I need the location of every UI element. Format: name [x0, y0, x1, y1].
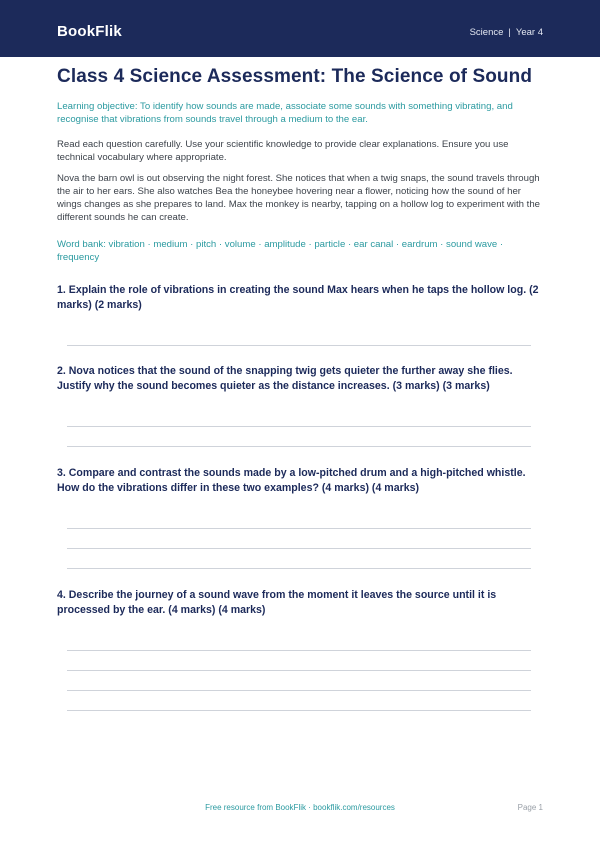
question-1: 1. Explain the role of vibrations in creating the sound Max hears when he taps the hollow log. (2 marks) (2 marks) [57, 284, 539, 311]
brand-logo-text: BookFlik [57, 23, 122, 40]
answer-line[interactable] [67, 345, 531, 346]
answer-line[interactable] [67, 426, 531, 427]
answer-line[interactable] [67, 528, 531, 529]
answer-line[interactable] [67, 690, 531, 691]
header-meta [470, 27, 543, 38]
page-number: Page 1 [517, 803, 543, 812]
year-label: Year 4 [515, 27, 543, 38]
answer-line[interactable] [67, 710, 531, 711]
scenario-text: Nova the barn owl is out observing the night forest. She notices that when a twig snaps, the sound travels through the air to her ears. She also watches Bea the honeybee hovering near a flower, noticing how the sound of her wings changes as she prepares to land. Max the monkey is nearby, tapping on a hollow log to experiment with the different sounds he can create. [57, 173, 540, 223]
instructions-text: Read each question carefully. Use your scientific knowledge to provide clear explanations. Ensure you use technical vocabulary where appropriate. [57, 139, 509, 163]
page-title: Class 4 Science Assessment: The Science of Sound [57, 66, 533, 87]
footer-link-text[interactable]: Free resource from BookFlik · bookflik.com/resources [205, 803, 395, 812]
subject-label: Science [469, 27, 504, 38]
meta-separator: | [508, 27, 511, 38]
answer-line[interactable] [67, 650, 531, 651]
answer-line[interactable] [67, 446, 531, 447]
word-bank: Word bank: vibration · medium · pitch · volume · amplitude · particle · ear canal · eardrum · sound wave · frequency [57, 239, 504, 263]
answer-line[interactable] [67, 670, 531, 671]
question-2: 2. Nova notices that the sound of the snapping twig gets quieter the further away she flies. Justify why the sound becomes quieter as the distance increases. (3 marks) (3 marks) [57, 365, 513, 392]
answer-line[interactable] [67, 548, 531, 549]
question-3: 3. Compare and contrast the sounds made by a low-pitched drum and a high-pitched whistle. How do the vibrations differ in these two examples? (4 marks) (4 marks) [57, 467, 526, 494]
question-4: 4. Describe the journey of a sound wave from the moment it leaves the source until it is processed by the ear. (4 marks) (4 marks) [57, 589, 497, 616]
answer-line[interactable] [67, 568, 531, 569]
header-bar [0, 0, 600, 57]
learning-objective: Learning objective: To identify how sounds are made, associate some sounds with something vibrating, and recognise that vibrations from sounds travel through a medium to the ear. [57, 101, 513, 125]
